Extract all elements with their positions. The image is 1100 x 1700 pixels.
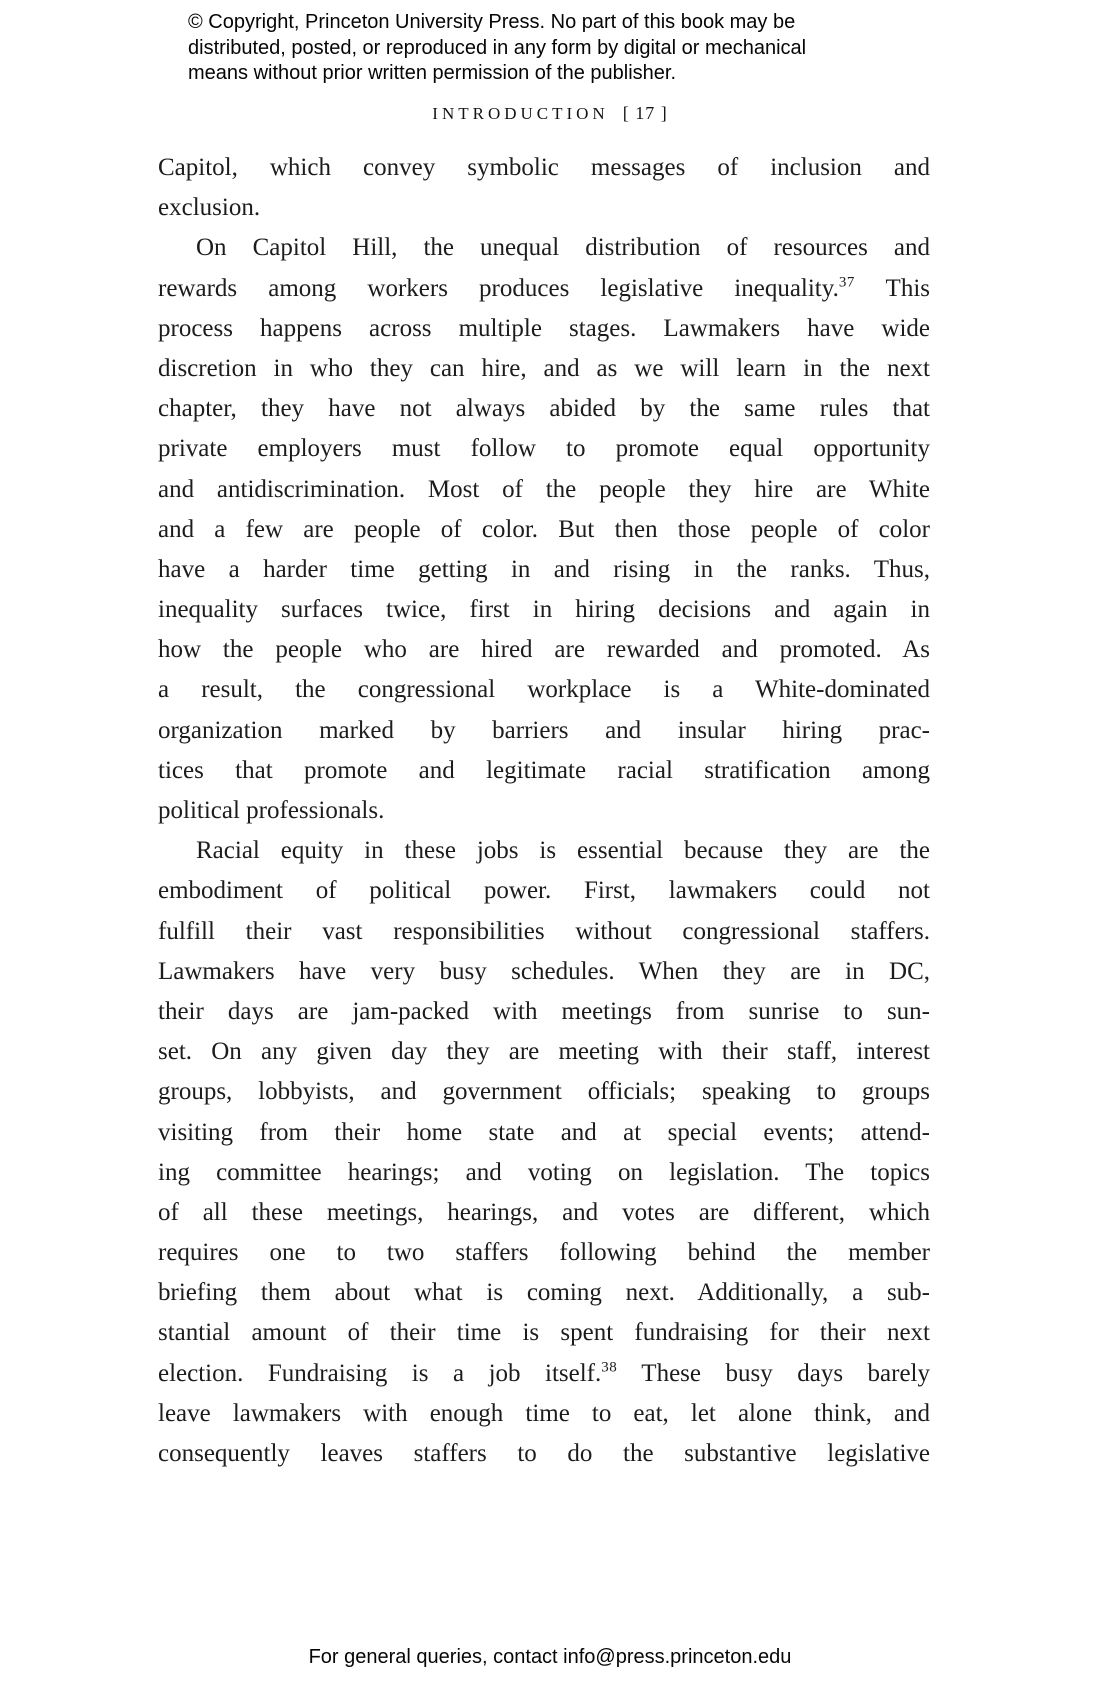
body-line: requires one to two staffers following behind the member xyxy=(158,1239,930,1267)
body-line: political professionals. xyxy=(158,797,385,824)
body-line: Lawmakers have very busy schedules. When they are in DC, xyxy=(158,957,930,985)
body-line: On Capitol Hill, the unequal distribution of resources and xyxy=(196,234,930,262)
body-line: briefing them about what is coming next. Additionally, a sub- xyxy=(158,1279,930,1307)
body-line: private employers must follow to promote equal opportunity xyxy=(158,435,930,463)
body-line: have a harder time getting in and rising in the ranks. Thus, xyxy=(158,555,930,583)
body-line: of all these meetings, hearings, and votes are different, which xyxy=(158,1198,930,1226)
paragraph xyxy=(158,228,930,831)
body-line: consequently leaves staffers to do the substantive legislative xyxy=(158,1440,930,1467)
body-line: ing committee hearings; and voting on legislation. The topics xyxy=(158,1158,930,1186)
body-line: discretion in who they can hire, and as we will learn in the next xyxy=(158,354,930,382)
body-line: and a few are people of color. But then those people of color xyxy=(158,515,930,543)
body-line: rewards among workers produces legislative inequality.$^{37}$ This xyxy=(158,274,930,302)
body-text xyxy=(158,148,930,1474)
body-line: groups, lobbyists, and government officials; speaking to groups xyxy=(158,1078,930,1106)
copyright-notice xyxy=(188,10,908,87)
body-line: chapter, they have not always abided by the same rules that xyxy=(158,395,930,423)
running-head-page-number: [ 17 ] xyxy=(622,103,668,123)
body-line: a result, the congressional workplace is a White-dominated xyxy=(158,676,930,704)
footnote-reference: 37 xyxy=(838,274,855,291)
body-line: tices that promote and legitimate racial stratification among xyxy=(158,756,930,784)
body-line: process happens across multiple stages. Lawmakers have wide xyxy=(158,314,930,342)
footnote-reference: 38 xyxy=(601,1359,618,1376)
body-line: their days are jam-packed with meetings from sunrise to sun- xyxy=(158,997,930,1025)
footer-contact: For general queries, contact info@press.princeton.edu xyxy=(308,1646,792,1668)
body-line: how the people who are hired are rewarded and promoted. As xyxy=(158,636,930,664)
body-line: Capitol, which convey symbolic messages of inclusion and xyxy=(158,154,930,181)
body-line: exclusion. xyxy=(158,194,261,222)
body-line: leave lawmakers with enough time to eat, let alone think, and xyxy=(158,1399,930,1427)
copyright-line: distributed, posted, or reproduced in any form by digital or mechanical xyxy=(188,36,807,59)
body-line: and antidiscrimination. Most of the people they hire are White xyxy=(158,475,930,503)
body-line: stantial amount of their time is spent fundraising for their next xyxy=(158,1319,930,1347)
copyright-line: means without prior written permission of the publisher. xyxy=(188,62,677,84)
running-head xyxy=(0,103,1100,124)
body-line: inequality surfaces twice, first in hiring decisions and again in xyxy=(158,596,930,624)
paragraph xyxy=(158,148,930,228)
body-line: Racial equity in these jobs is essential because they are the xyxy=(196,837,930,865)
body-line: organization marked by barriers and insular hiring prac- xyxy=(158,716,930,744)
copyright-line: © Copyright, Princeton University Press. No part of this book may be xyxy=(188,11,796,33)
body-line: election. Fundraising is a job itself.$^{38}$ These busy days barely xyxy=(158,1359,930,1387)
body-line: fulfill their vast responsibilities without congressional staffers. xyxy=(158,917,930,945)
body-line: embodiment of political power. First, lawmakers could not xyxy=(158,877,930,905)
paragraph xyxy=(158,831,930,1474)
running-head-title: INTRODUCTION xyxy=(432,104,609,123)
body-line: visiting from their home state and at special events; attend- xyxy=(158,1118,930,1146)
body-line: set. On any given day they are meeting with their staff, interest xyxy=(158,1038,930,1066)
